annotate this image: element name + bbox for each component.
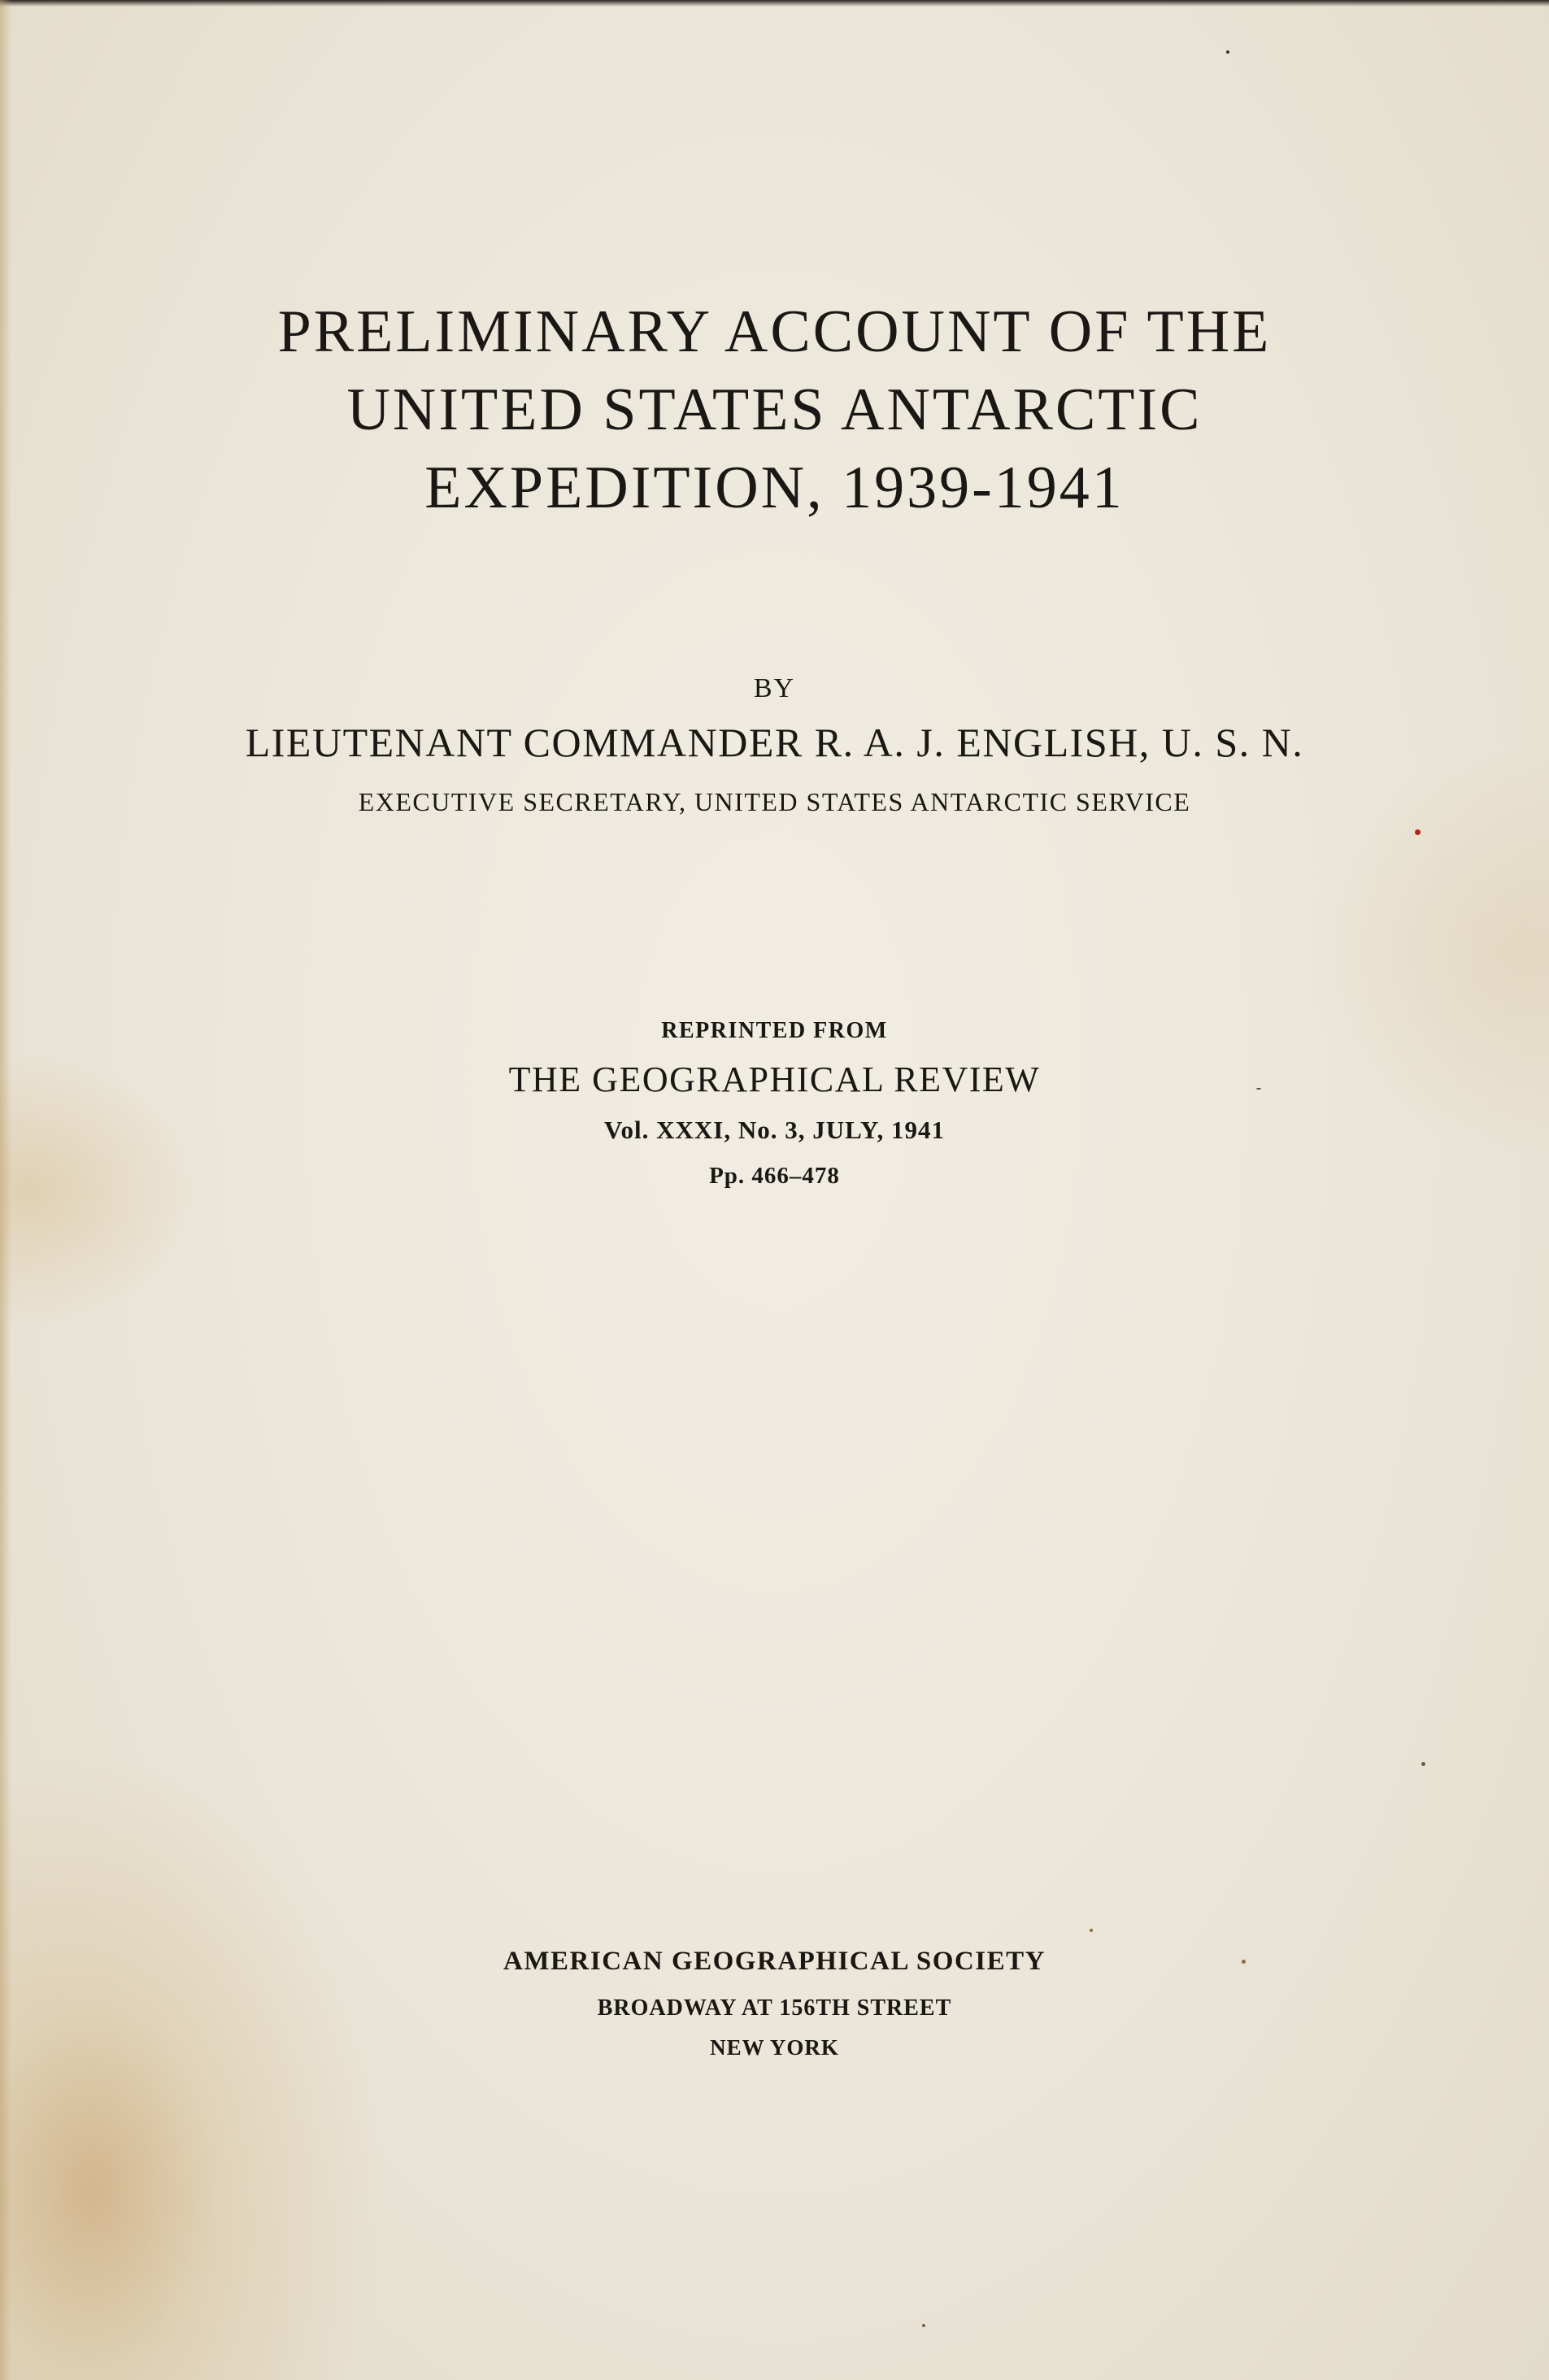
document-title <box>0 293 1549 527</box>
dust-speck <box>1242 1960 1246 1964</box>
reprint-label: REPRINTED FROM <box>661 1018 888 1043</box>
journal-name: THE GEOGRAPHICAL REVIEW <box>508 1059 1041 1099</box>
title-line-1: PRELIMINARY ACCOUNT OF THE <box>277 298 1272 365</box>
page-top-edge <box>0 0 1549 7</box>
dust-speck <box>1226 50 1229 54</box>
byline: BY <box>753 673 796 703</box>
author-role: EXECUTIVE SECRETARY, UNITED STATES ANTARCTIC SERVICE <box>358 787 1191 816</box>
title-line-2: UNITED STATES ANTARCTIC <box>346 376 1203 443</box>
author-name: LIEUTENANT COMMANDER R. A. J. ENGLISH, U. S. N. <box>245 720 1304 765</box>
page-range: Pp. 466–478 <box>709 1163 840 1189</box>
dust-speck <box>922 2324 925 2327</box>
dust-speck <box>1421 1762 1425 1766</box>
dust-speck <box>1256 1088 1261 1090</box>
publisher-name: AMERICAN GEOGRAPHICAL SOCIETY <box>503 1947 1046 1976</box>
publisher-address: BROADWAY AT 156TH STREET <box>597 1995 952 2021</box>
publisher-city: NEW YORK <box>710 2035 839 2060</box>
journal-volume: Vol. XXXI, No. 3, JULY, 1941 <box>603 1116 946 1144</box>
red-speck <box>1415 829 1421 835</box>
dust-speck <box>1090 1929 1093 1932</box>
title-line-3: EXPEDITION, 1939-1941 <box>424 455 1125 521</box>
